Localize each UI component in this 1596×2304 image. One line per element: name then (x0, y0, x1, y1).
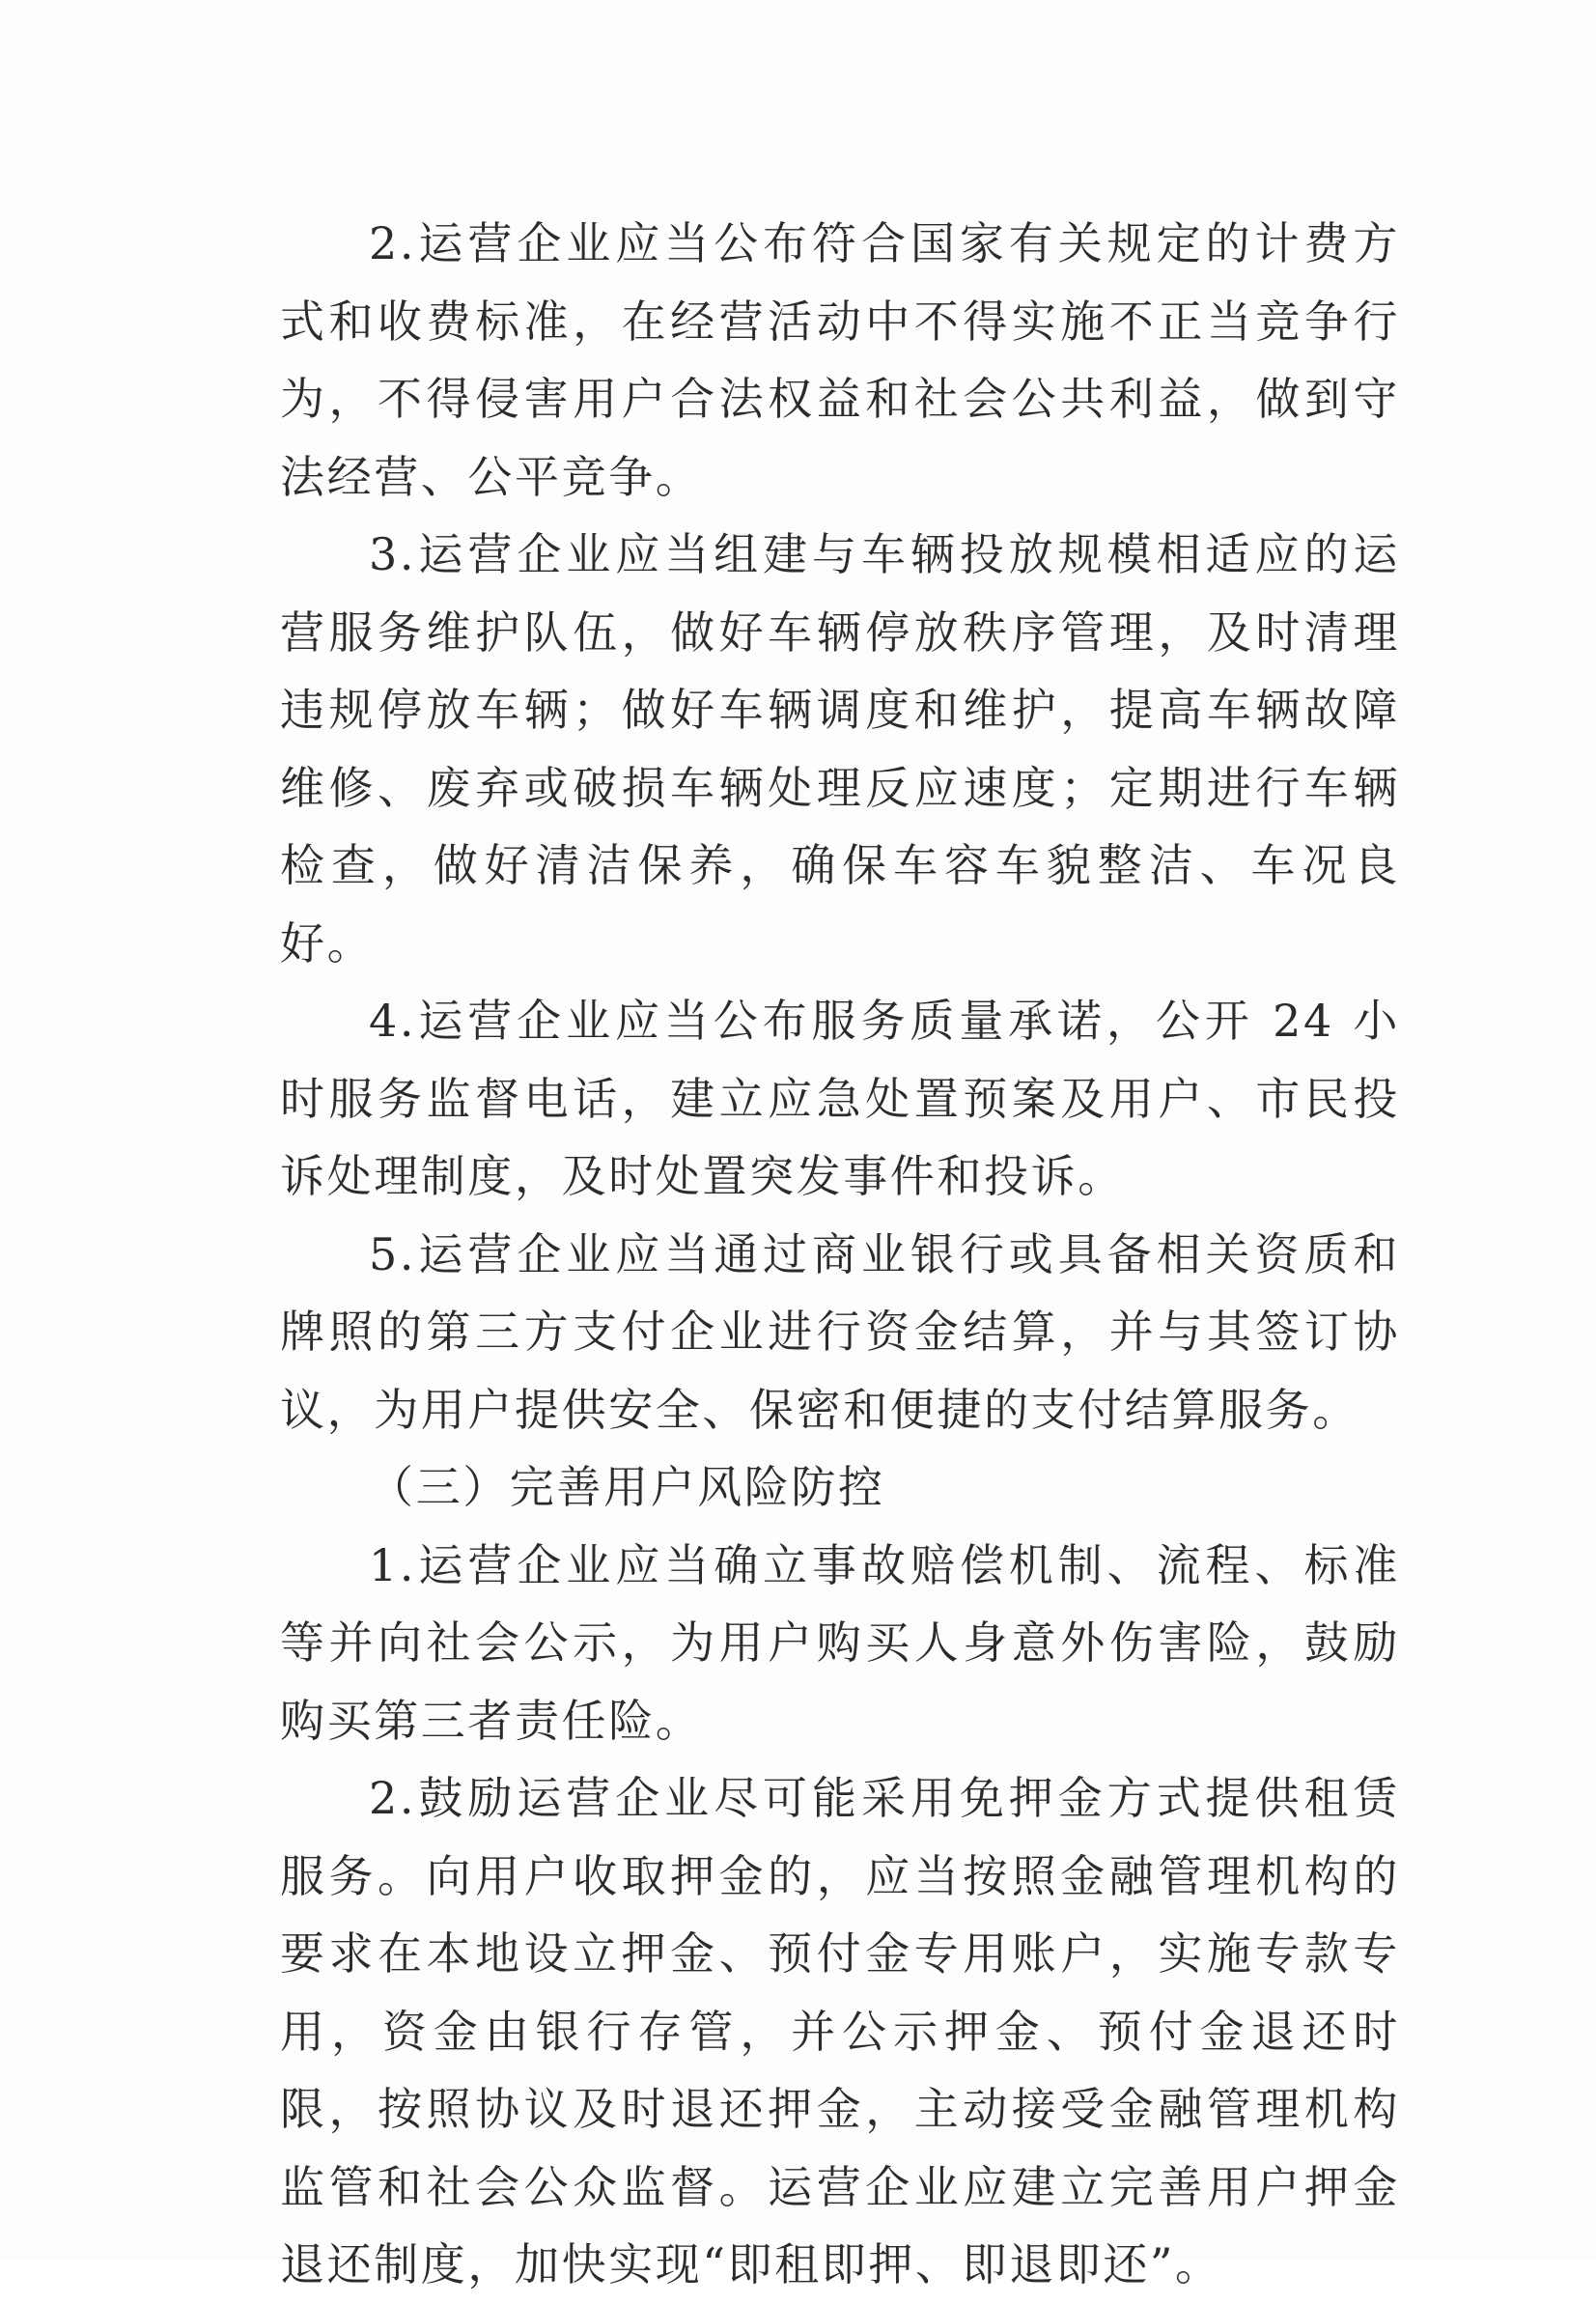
paragraph-item-3-maintenance-team: 3.运营企业应当组建与车辆投放规模相适应的运营服务维护队伍，做好车辆停放秩序管理，及时清理违规停放车辆；做好车辆调度和维护，提高车辆故障维修、废弃或破损车辆处理反应速度；定期进行车辆检查，做好清洁保养，确保车容车貌整洁、车况良好。 (280, 528, 1400, 969)
paragraph-item-5-payment-settlement: 5.运营企业应当通过商业银行或具备相关资质和牌照的第三方支付企业进行资金结算，并与其签订协议，为用户提供安全、保密和便捷的支付结算服务。 (280, 1227, 1400, 1436)
paragraph-item-4-service-commitment: 4.运营企业应当公布服务质量承诺，公开 24 小时服务监督电话，建立应急处置预案及用户、市民投诉处理制度，及时处置突发事件和投诉。 (280, 995, 1400, 1202)
paragraph-item-2-deposit: 2.鼓励运营企业尽可能采用免押金方式提供租赁服务。向用户收取押金的，应当按照金融管理机构的要求在本地设立押金、预付金专用账户，实施专款专用，资金由银行存管，并公示押金、预付金退还时限，按照协议及时退还押金，主动接受金融管理机构监管和社会公众监督。运营企业应建立完善用户押金退还制度，加快实现“即租即押、即退即还”。 (280, 1772, 1400, 2290)
section-heading-risk-control: （三）完善用户风险防控 (369, 1461, 885, 1513)
paragraph-item-1-compensation: 1.运营企业应当确立事故赔偿机制、流程、标准等并向社会公示，为用户购买人身意外伤害险，鼓励购买第三者责任险。 (280, 1538, 1400, 1747)
paragraph-item-2-fee-standards: 2.运营企业应当公布符合国家有关规定的计费方式和收费标准，在经营活动中不得实施不正当竞争行为，不得侵害用户合法权益和社会公共利益，做到守法经营、公平竞争。 (280, 217, 1400, 503)
body-text (280, 205, 1400, 2304)
